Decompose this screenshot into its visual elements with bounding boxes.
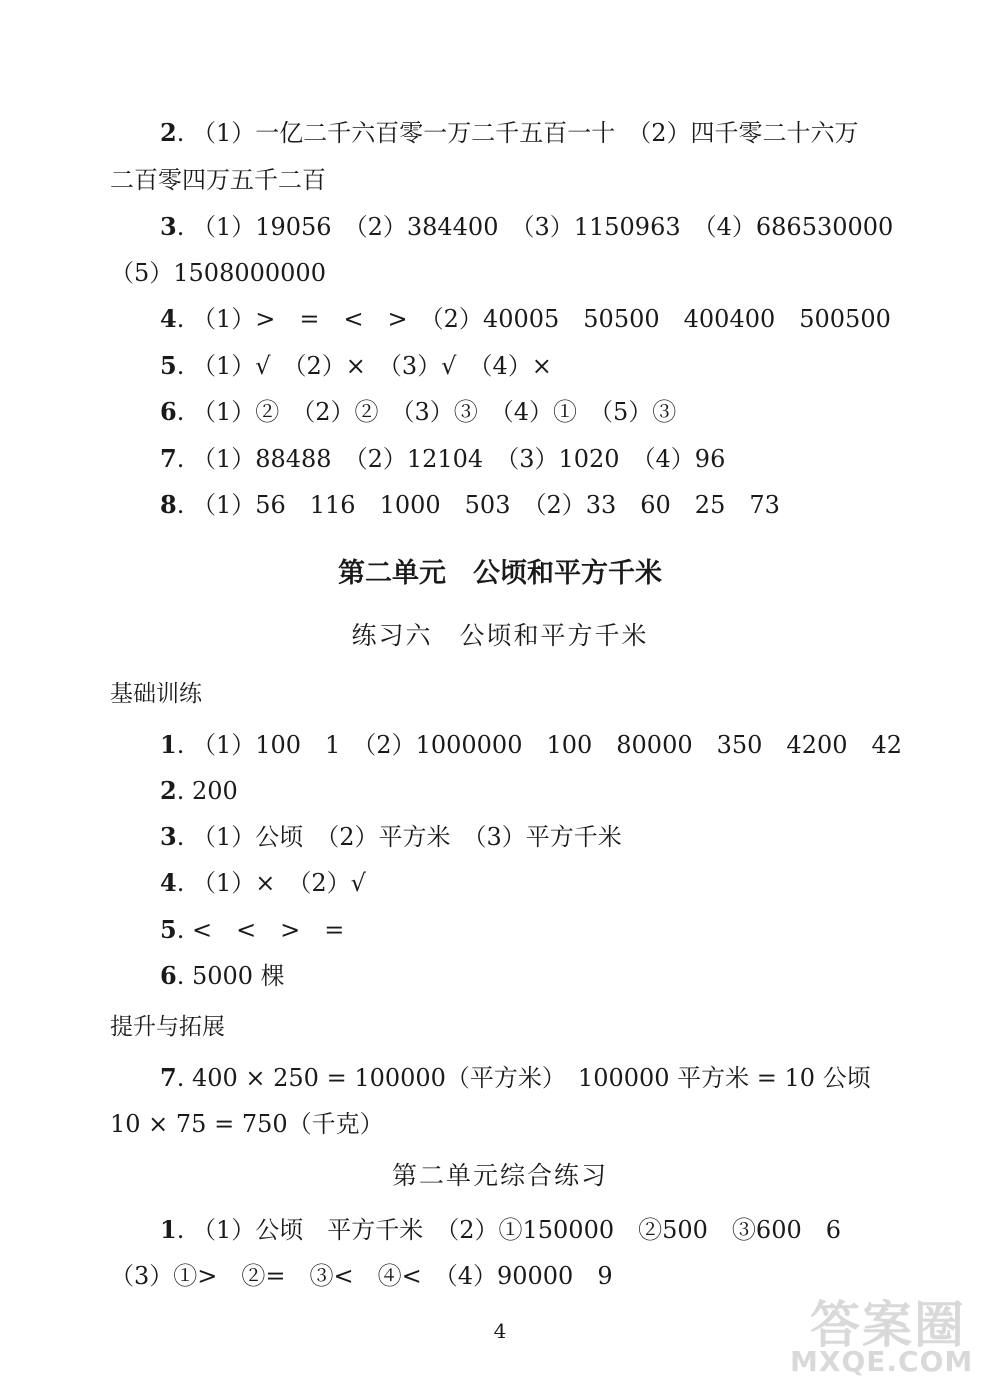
section-advance-heading: 提升与拓展 <box>110 1014 225 1040</box>
basic-answer-5 <box>160 915 344 945</box>
answer-4 <box>160 304 891 334</box>
answer-text: . （1）√ （2）× （3）√ （4）× <box>176 352 552 380</box>
watermark-bottom-text: MXQE.COM <box>790 1345 974 1378</box>
answer-number: 7 <box>160 1063 177 1092</box>
answer-text: . （1）② （2）② （3）③ （4）① （5）③ <box>176 398 677 426</box>
answer-number: 4 <box>160 868 177 897</box>
answer-number: 3 <box>160 212 177 241</box>
answer-2-line1 <box>160 118 859 148</box>
answer-number: 5 <box>160 351 177 380</box>
answer-text: . （1）一亿二千六百零一万二千五百一十 （2）四千零二十六万 <box>176 119 859 147</box>
answer-number: 7 <box>160 444 177 473</box>
answer-number: 3 <box>160 822 177 851</box>
answer-text: . （1）> = < > （2）40005 50500 400400 500500 <box>176 305 891 333</box>
review-answer-1-line2: （3）①> ②= ③< ④< （4）90000 9 <box>110 1262 613 1290</box>
answer-text: . 400 × 250 = 100000（平方米） 100000 平方米 = 10 公顷 <box>176 1064 871 1092</box>
unit-title: 第二单元 公顷和平方千米 <box>338 558 662 589</box>
advance-answer-7-line1 <box>160 1063 871 1093</box>
answer-number: 6 <box>160 961 177 990</box>
answer-8 <box>160 490 780 520</box>
answer-number: 1 <box>160 730 177 759</box>
answer-text: . （1）公顷 平方千米 （2）①150000 ②500 ③600 6 <box>176 1216 842 1244</box>
answer-number: 2 <box>160 118 177 147</box>
review-title: 第二单元综合练习 <box>391 1161 608 1190</box>
advance-answer-7-line2: 10 × 75 = 750（千克） <box>110 1110 384 1138</box>
basic-answer-2 <box>160 776 238 806</box>
basic-answer-1 <box>160 730 902 760</box>
answer-number: 2 <box>160 776 177 805</box>
answer-number: 6 <box>160 397 177 426</box>
answer-7 <box>160 444 725 474</box>
page-number: 4 <box>493 1319 507 1343</box>
section-basic-heading: 基础训练 <box>110 681 202 707</box>
answer-number: 1 <box>160 1215 177 1244</box>
answer-text: . （1）100 1 （2）1000000 100 80000 350 4200 42 <box>176 731 903 759</box>
answer-text: . < < > = <box>176 916 345 944</box>
answer-5 <box>160 351 552 381</box>
answer-number: 4 <box>160 304 177 333</box>
basic-answer-3 <box>160 822 622 852</box>
basic-answer-4 <box>160 868 366 898</box>
basic-answer-6 <box>160 961 285 991</box>
answer-text: . 5000 棵 <box>176 962 285 990</box>
answer-3-line1 <box>160 212 893 242</box>
answer-2-line2: 二百零四万五千二百 <box>110 166 326 194</box>
review-answer-1-line1 <box>160 1215 841 1245</box>
answer-text: . （1）× （2）√ <box>176 869 366 897</box>
answer-number: 8 <box>160 490 177 519</box>
answer-text: . （1）19056 （2）384400 （3）1150963 （4）686530000 <box>176 213 894 241</box>
answer-6 <box>160 397 676 427</box>
watermark-top-text: 答案圈 <box>810 1296 966 1354</box>
answer-3-line2: （5）1508000000 <box>110 259 326 287</box>
answer-text: . （1）公顷 （2）平方米 （3）平方千米 <box>176 823 622 851</box>
answer-text: . 200 <box>176 777 238 805</box>
watermark-logo <box>790 1285 990 1385</box>
answer-number: 5 <box>160 915 177 944</box>
answer-text: . （1）56 116 1000 503 （2）33 60 25 73 <box>176 491 780 519</box>
exercise-title: 练习六 公顷和平方千米 <box>351 621 649 650</box>
answer-text: . （1）88488 （2）12104 （3）1020 （4）96 <box>176 445 726 473</box>
